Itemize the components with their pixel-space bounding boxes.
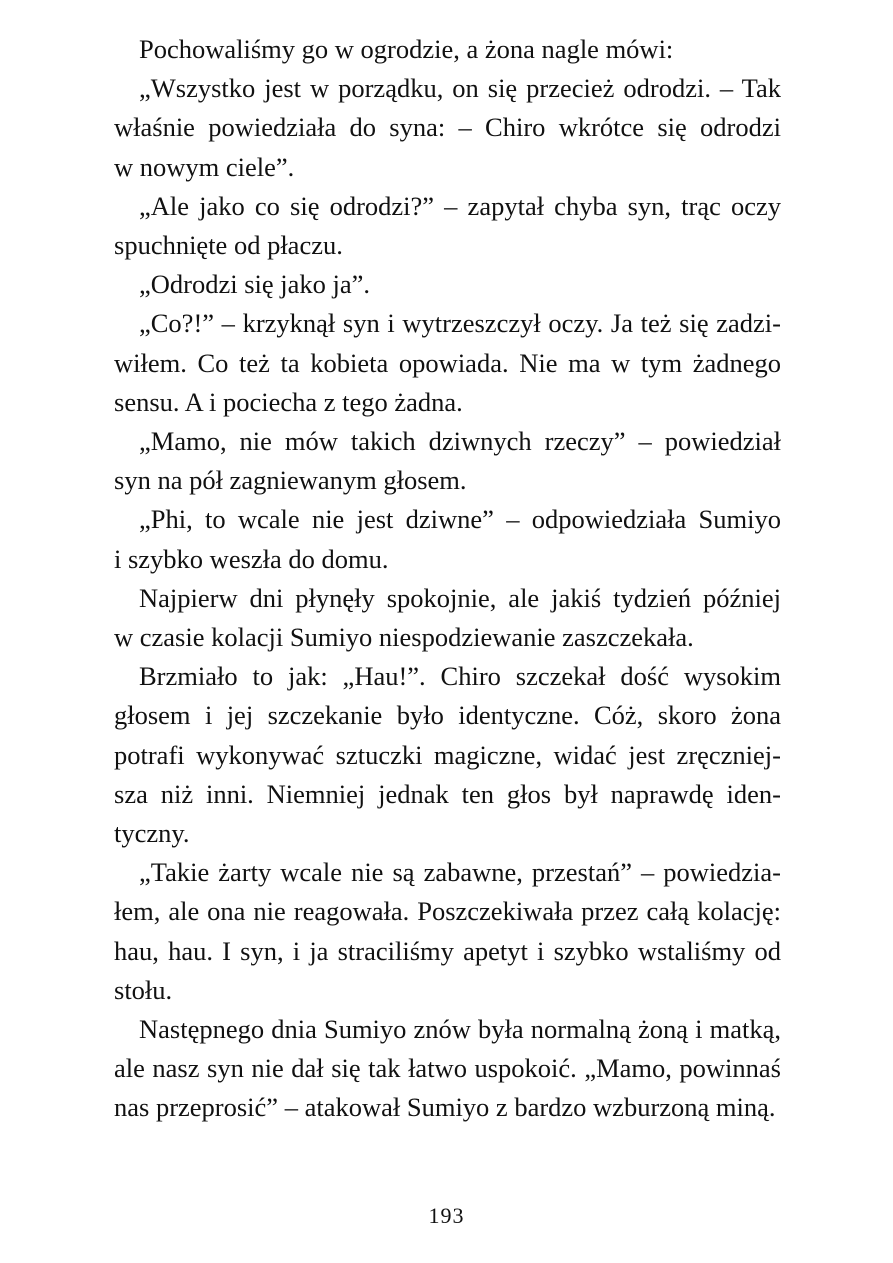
text-line: „Wszystko jest w porządku, on się przecież odrodzi. – Tak [139, 73, 781, 104]
paragraph [114, 1010, 781, 1128]
text-line: potrafi wykonywać sztuczki magiczne, widać jest zręczniej- [114, 739, 781, 770]
text-line: „Takie żarty wcale nie są zabawne, przestań” – powiedzia- [139, 857, 781, 888]
text-line: „Odrodzi się jako ja”. [139, 269, 371, 300]
text-line: Brzmiało to jak: „Hau!”. Chiro szczekał dość wysokim [139, 661, 781, 692]
paragraph [114, 187, 781, 265]
text-line: nas przeprosić” – atakował Sumiyo z bardzo wzburzoną miną. [114, 1092, 776, 1123]
text-line: sza niż inni. Niemniej jednak ten głos był naprawdę iden- [114, 778, 781, 809]
paragraph [114, 579, 781, 657]
text-line: tyczny. [114, 818, 190, 849]
text-line: stołu. [114, 974, 173, 1005]
text-line: Pochowaliśmy go w ogrodzie, a żona nagle mówi: [139, 34, 674, 64]
text-line: Najpierw dni płynęły spokojnie, ale jakiś tydzień później [139, 582, 781, 613]
text-line: właśnie powiedziała do syna: – Chiro wkrótce się odrodzi [114, 112, 781, 143]
text-line: hau, hau. I syn, i ja straciliśmy apetyt i szybko wstaliśmy od [114, 935, 781, 966]
text-line: wiłem. Co też ta kobieta opowiada. Nie ma w tym żadnego [114, 347, 781, 378]
text-line: syn na pół zagniewanym głosem. [114, 465, 467, 496]
paragraph [114, 657, 781, 853]
paragraph [114, 853, 781, 1010]
page-body [114, 30, 781, 1128]
text-line: ale nasz syn nie dał się tak łatwo uspokoić. „Mamo, powinnaś [114, 1053, 781, 1084]
paragraph [114, 304, 781, 422]
text-line: Następnego dnia Sumiyo znów była normalną żoną i matką, [139, 1014, 781, 1045]
text-line: „Co?!” – krzyknął syn i wytrzeszczył oczy. Ja też się zadzi- [139, 308, 781, 339]
paragraph [114, 500, 781, 578]
paragraph [114, 69, 781, 187]
page-number: 193 [428, 1203, 465, 1228]
text-line: w czasie kolacji Sumiyo niespodziewanie zaszczekała. [114, 622, 694, 653]
text-line: sensu. A i pociecha z tego żadna. [114, 386, 463, 417]
paragraph [114, 422, 781, 500]
text-block [114, 30, 781, 1128]
text-line: „Mamo, nie mów takich dziwnych rzeczy” – powiedział [139, 426, 781, 457]
paragraph [114, 30, 781, 69]
paragraph [114, 265, 781, 304]
text-line: „Ale jako co się odrodzi?” – zapytał chyba syn, trąc oczy [139, 190, 781, 221]
text-line: spuchnięte od płaczu. [114, 230, 343, 261]
text-line: „Phi, to wcale nie jest dziwne” – odpowiedziała Sumiyo [139, 504, 781, 535]
text-line: i szybko weszła do domu. [114, 543, 389, 574]
text-line: łem, ale ona nie reagowała. Poszczekiwała przez całą kolację: [114, 896, 781, 927]
text-line: w nowym ciele”. [114, 151, 295, 182]
text-line: głosem i jej szczekanie było identyczne. Cóż, skoro żona [114, 700, 781, 731]
